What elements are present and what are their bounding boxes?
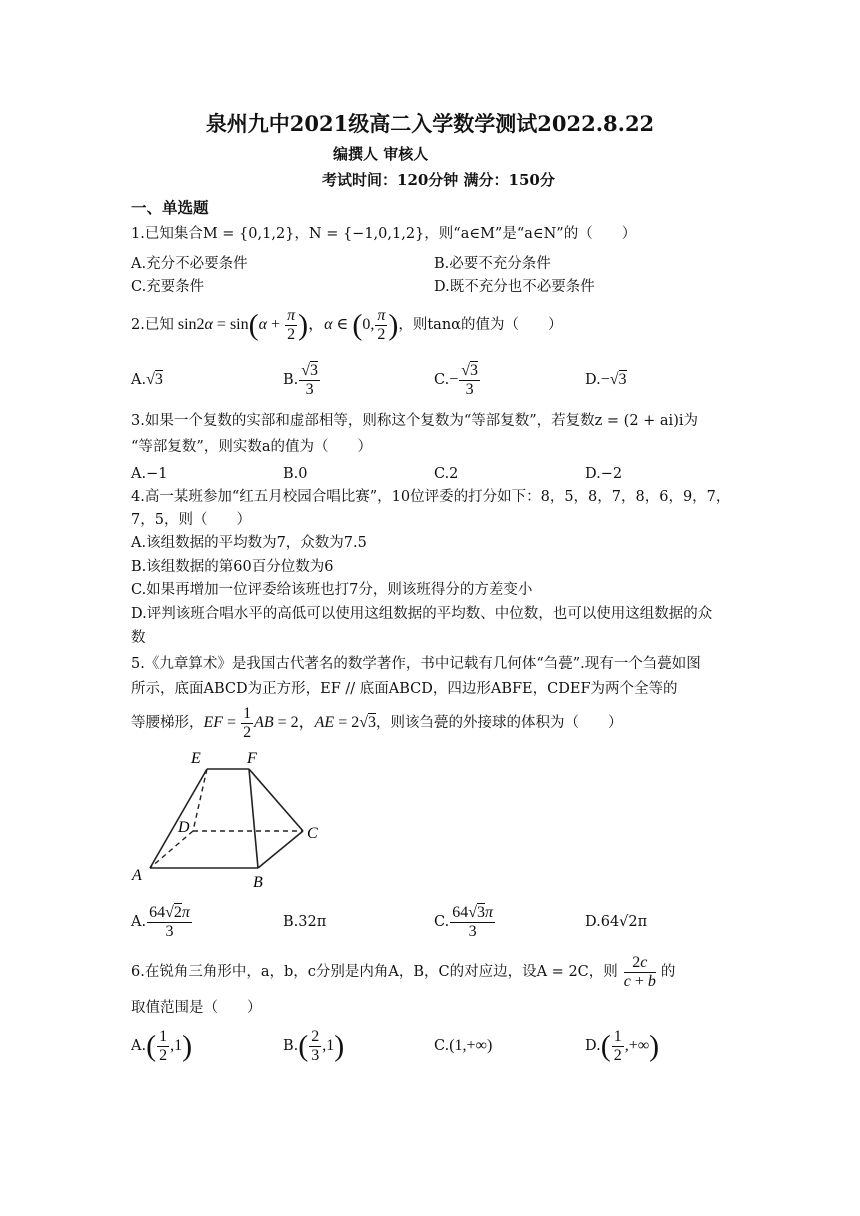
- q1-option-a: A.充分不必要条件: [131, 256, 248, 272]
- q4-option-d-line2: 数: [131, 630, 146, 646]
- q6-line2: 取值范围是（ ）: [131, 1000, 262, 1016]
- q2-suffix: ，则tanα的值为（ ）: [398, 317, 563, 333]
- q5-equation: EF = $\frac{1}{2}$ AB = 2，AE = 2√3: [203, 704, 377, 741]
- q4-line1: 4.高一某班参加“红五月校园合唱比赛”，10位评委的打分如下：8，5，8，7，8，6，9，7，: [131, 489, 731, 505]
- q5-option-a: A. $\frac{64√2\pi}{3}$: [131, 903, 190, 940]
- q1-option-d: D.既不充分也不必要条件: [434, 279, 595, 295]
- q4-option-b: B.该组数据的第60百分位数为6: [131, 559, 334, 575]
- q6-fraction: $\frac{2c}{c + b}$: [623, 953, 656, 990]
- q2-equation: sin2α = sin(α + $\frac{\pi}{2}$ )，α ∈ (0, $\frac{\pi}{2}$ ): [173, 306, 399, 343]
- q3-line2: “等部复数”，则实数a的值为（ ）: [131, 439, 372, 455]
- q5-line3: 等腰梯形， EF = $\frac{1}{2}$ AB = 2，AE = 2√3 ，则该刍甍的外接球的体积为（ ）: [131, 704, 623, 741]
- label-d: D: [178, 819, 190, 836]
- q4-line2: 7，5，则（ ）: [131, 512, 251, 528]
- q3-option-b: B.0: [283, 466, 308, 482]
- q1-option-b: B.必要不充分条件: [434, 256, 551, 272]
- q2-prefix: 2.已知: [131, 317, 174, 333]
- label-f: F: [247, 750, 257, 767]
- q5-figure: [125, 740, 335, 895]
- q6-line1: 6.在锐角三角形中，a，b，c分别是内角A，B，C的对应边，设A = 2C，则 $\frac{2c}{c + b}$ 的: [131, 953, 676, 990]
- q6-option-d: D. ( $\frac{1}{2}$ ,+∞): [585, 1027, 660, 1064]
- q4-option-a: A.该组数据的平均数为7，众数为7.5: [131, 535, 367, 551]
- q3-option-d: D.−2: [585, 466, 623, 482]
- q4-option-c: C.如果再增加一位评委给该班也打7分，则该班得分的方差变小: [131, 582, 533, 598]
- q2-option-b: B. $\frac{√3}{3}$: [283, 361, 319, 398]
- q2-option-c: C. − $\frac{√3}{3}$: [434, 361, 478, 398]
- q6-option-a: A. ( $\frac{1}{2}$ ,1): [131, 1027, 193, 1064]
- label-e: E: [191, 750, 201, 767]
- q5-option-c: C. $\frac{64√3\pi}{3}$: [434, 903, 493, 940]
- q2-option-d: D. −√3: [585, 371, 627, 388]
- q2-stem: [131, 300, 562, 350]
- q6-option-b: B. ( $\frac{2}{3}$ ,1): [283, 1027, 345, 1064]
- q3-line1: 3.如果一个复数的实部和虚部相等，则称这个复数为“等部复数”，若复数z = (2 + ai)i为: [131, 413, 698, 429]
- q1-option-c: C.充要条件: [131, 279, 205, 295]
- editors-line: 编撰人 审核人: [333, 145, 429, 163]
- label-b: B: [253, 874, 263, 891]
- section-heading: 一、单选题: [131, 198, 209, 217]
- q3-option-a: A.−1: [131, 466, 168, 482]
- q6-option-c: C. (1,+∞): [434, 1037, 493, 1054]
- q5-option-d: D.64√2π: [585, 914, 648, 930]
- q5-option-b: B.32π: [283, 914, 327, 930]
- page-title: 泉州九中2021级高二入学数学测试2022.8.22: [205, 111, 655, 136]
- q2-option-a: A. √3: [131, 371, 163, 388]
- label-c: C: [307, 825, 318, 842]
- q5-line1: 5.《九章算术》是我国古代著名的数学著作，书中记载有几何体“刍甍”.现有一个刍甍如图: [131, 656, 701, 672]
- q4-option-d-line1: D.评判该班合唱水平的高低可以使用这组数据的平均数、中位数，也可以使用这组数据的众: [131, 606, 713, 622]
- q3-option-c: C.2: [434, 466, 459, 482]
- label-a: A: [132, 867, 142, 884]
- q1-stem: 1.已知集合M = {0,1,2}，N = {−1,0,1,2}，则“a∈M”是“a∈N”的（ ）: [131, 226, 637, 242]
- exam-info: 考试时间：120分钟 满分：150分: [322, 171, 555, 189]
- q5-line2: 所示，底面ABCD为正方形，EF // 底面ABCD，四边形ABFE，CDEF为两个全等的: [131, 681, 678, 697]
